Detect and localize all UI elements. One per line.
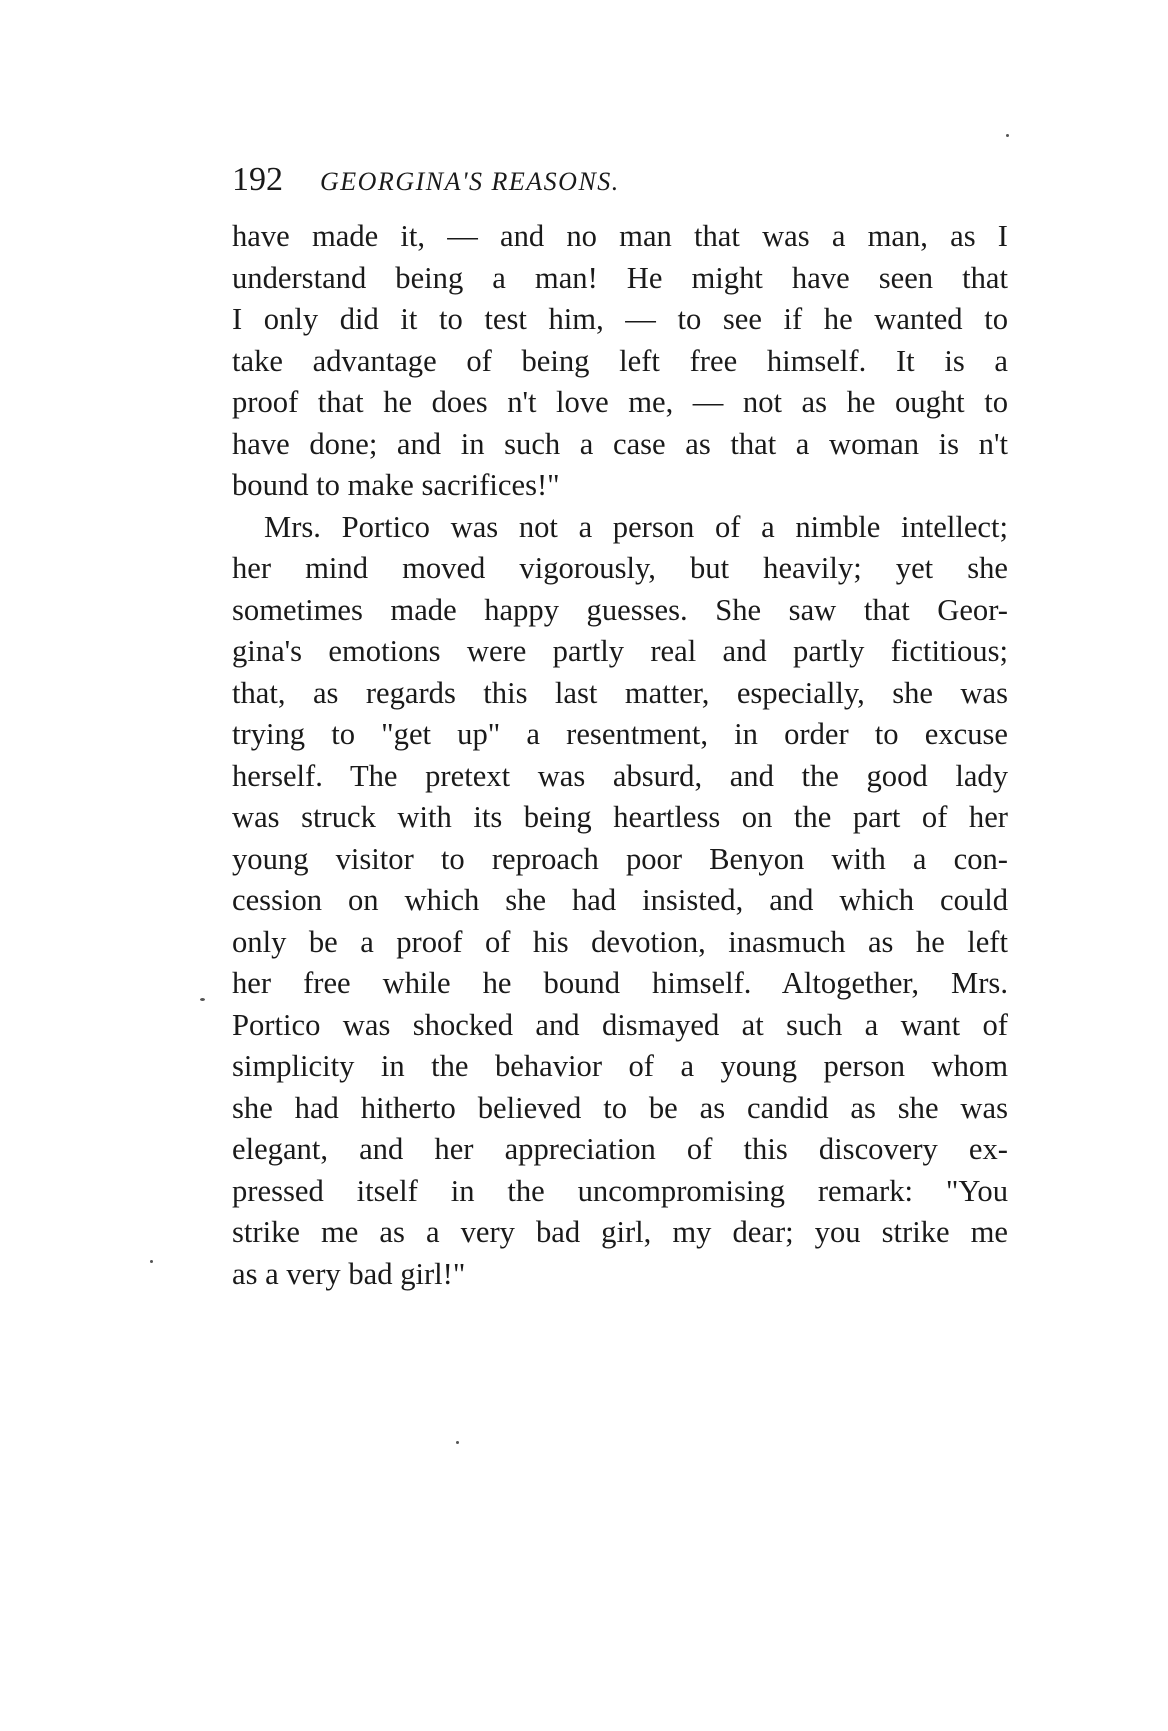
text-line: was struck with its being heartless on the part of her (232, 800, 1008, 834)
text-line: take advantage of being left free himself. It is a (232, 343, 1008, 378)
text-line: her mind moved vigorously, but heavily; yet she (232, 551, 1008, 585)
text-line: young visitor to reproach poor Benyon with a con- (232, 841, 1008, 876)
text-line: trying to "get up" a resentment, in order to excuse (232, 717, 1008, 751)
text-line: only be a proof of his devotion, inasmuch as he left (232, 924, 1008, 959)
text-line: cession on which she had insisted, and which could (232, 883, 1008, 917)
text-line: bound to make sacrifices!" (232, 468, 560, 502)
text-line: pressed itself in the uncompromising remark: "You (232, 1173, 1008, 1208)
paragraph (232, 507, 1008, 1296)
scan-speck (1006, 134, 1009, 137)
text-line: as a very bad girl!" (232, 1256, 466, 1291)
scan-speck (456, 1441, 459, 1444)
scan-speck (200, 998, 205, 1001)
text-line: have made it, — and no man that was a man, as I (232, 219, 1008, 253)
text-line: strike me as a very bad girl, my dear; you strike me (232, 1215, 1008, 1249)
body-text (232, 216, 1008, 1295)
text-line: she had hitherto believed to be as candid as she was (232, 1090, 1008, 1125)
text-line: Mrs. Portico was not a person of a nimble intellect; (264, 509, 1008, 544)
text-line: herself. The pretext was absurd, and the good lady (232, 758, 1008, 793)
text-line: I only did it to test him, — to see if he wanted to (232, 302, 1008, 336)
text-line: simplicity in the behavior of a young person whom (232, 1049, 1008, 1083)
text-line: have done; and in such a case as that a woman is n't (232, 426, 1008, 461)
paragraph (232, 216, 1008, 507)
text-line: elegant, and her appreciation of this discovery ex- (232, 1132, 1008, 1166)
text-line: sometimes made happy guesses. She saw that Geor- (232, 592, 1008, 627)
text-line: gina's emotions were partly real and partly fictitious; (232, 634, 1008, 668)
page-header (232, 160, 1012, 208)
text-line: proof that he does n't love me, — not as he ought to (232, 385, 1008, 419)
text-line: her free while he bound himself. Altogether, Mrs. (232, 966, 1008, 1000)
scan-speck (150, 1260, 153, 1263)
text-line: that, as regards this last matter, especially, she was (232, 675, 1008, 710)
text-line: understand being a man! He might have seen that (232, 260, 1008, 295)
running-title: GEORGINA'S REASONS. (320, 167, 620, 196)
text-line: Portico was shocked and dismayed at such a want of (232, 1007, 1008, 1042)
page-number: 192 (232, 161, 283, 198)
